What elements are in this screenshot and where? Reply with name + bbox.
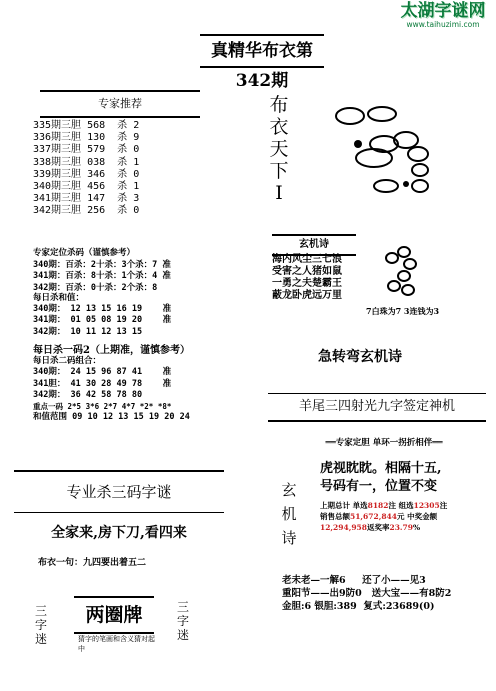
expert-header: 专家推荐: [40, 90, 200, 118]
poem-line: 一勇之夫楚霸王: [272, 278, 342, 289]
tianxia-vertical: [266, 94, 292, 204]
expert-row: 340期三胆 456 杀 1: [33, 181, 140, 193]
riddle-left-vertical: [34, 604, 48, 646]
riddle-hint: 猜字的笔画和含义猜对起中: [78, 635, 155, 653]
logo-url: www.taihuzimi.com: [406, 20, 480, 29]
vert-char: 字: [34, 618, 47, 632]
riddle-brand: 两圈牌: [74, 596, 154, 634]
bottom-line: 重阳节——出9防0 送大宝——有8防2: [282, 588, 452, 599]
vert-char: 三: [176, 600, 189, 614]
poem-line: 蔽龙卧虎远万里: [272, 290, 342, 301]
key-code-line: 重点一码 2*5 3*6 2*7 4*7 *2* *8*: [33, 402, 172, 412]
expert-row: 341期三胆 147 杀 3: [33, 193, 140, 205]
expert-row: 337期三胆 579 杀 0: [33, 144, 140, 156]
poem-body: [272, 254, 362, 302]
fixed-bile-poem-line: 虎视眈眈。相隔十五,: [320, 461, 442, 476]
poem-header: 玄机诗: [272, 234, 356, 256]
logo-text: 太湖字谜网: [400, 1, 486, 21]
bottom-line: 老未老—一解6 还了小——见3: [282, 575, 426, 586]
fixed-bile-poem-line: 号码有一，位置不变: [320, 479, 438, 494]
riddle-header: 专业杀三码字谜: [14, 470, 224, 513]
kill-two-header: 每日杀二码组合：: [33, 356, 102, 367]
tianxia-char: 衣: [269, 116, 289, 138]
sales-stats: [320, 500, 495, 533]
daily-sum-block: [33, 293, 243, 338]
urgent-title: 急转弯玄机诗: [318, 349, 402, 365]
riddle-right-vertical: [176, 600, 190, 642]
expert-row: 342期三胆 256 杀 0: [33, 205, 140, 217]
riddle-main: 全家来,房下刀,看四来: [51, 525, 187, 541]
bottom-line: 金胆:6 银胆:389 复式:23689(0): [282, 601, 435, 612]
tianxia-char: 布: [269, 94, 289, 116]
daily-sum-row: 341期： 01 05 08 19 20 准: [33, 315, 172, 326]
fixed-kill-row: 340期：百杀：2十杀：3个杀：7 准: [33, 259, 171, 270]
daily-sum-row: 342期： 10 11 12 13 15: [33, 326, 143, 337]
coin-chain-drawing: [380, 238, 440, 302]
vert-char: 迷: [176, 628, 189, 642]
kill-one-row: 340期： 24 15 96 87 41 准: [33, 367, 172, 378]
fixed-bile-poem: [320, 460, 490, 496]
vert-char: 三: [34, 604, 47, 618]
expert-row: 336期三胆 130 杀 9: [33, 132, 140, 144]
kill-one-row: 341胆： 41 30 28 49 78 准: [33, 378, 172, 389]
kill-one-header: 每日杀一码2（上期准，谨慎参考）: [33, 345, 190, 356]
fixed-kill-row: 341期：百杀：8十杀：1个杀：4 准: [33, 271, 171, 281]
kill-one-row: 342期： 36 42 58 78 80: [33, 389, 143, 400]
xuanji-vertical: [276, 478, 302, 550]
tianxia-char: 下: [269, 160, 289, 182]
expert-row: 335期三胆 568 杀 2: [33, 120, 140, 131]
tianxia-char: I: [275, 182, 283, 204]
kill-one-block: [33, 345, 243, 423]
expert-row: 338期三胆 038 杀 1: [33, 156, 140, 168]
poem-line: 海内风尘三七浪: [272, 254, 342, 265]
vert-char: 字: [176, 614, 189, 628]
xuanji-char: 机: [281, 505, 297, 523]
sheep-line: 羊尾三四射光九字签定神机: [268, 393, 486, 422]
bottom-block: [282, 574, 492, 613]
xuanji-char: 诗: [281, 529, 297, 547]
sum-range-line: 和值范围 09 10 12 13 15 19 20 24: [33, 412, 190, 423]
poem-line: 受害之人猪如鼠: [272, 266, 342, 277]
stats-row: 12,294,958返奖率23.79%: [320, 523, 421, 532]
expert-rows: [33, 120, 223, 218]
daily-sum-row: 340期： 12 13 15 16 19 准: [33, 304, 172, 315]
site-logo[interactable]: [392, 2, 494, 32]
riddle-line: 布衣一句：九四要出着五二: [38, 558, 147, 568]
fixed-bile-header: ══专家定胆 单环一拐折相伴══: [325, 438, 443, 448]
vert-char: 迷: [34, 632, 47, 646]
daily-sum-header: 每日杀和值：: [33, 293, 85, 303]
stats-row: 上期总计 单选8182注 组选12305注: [320, 501, 448, 510]
picture-puzzle-drawing: [300, 96, 470, 226]
tianxia-char: 天: [269, 138, 289, 160]
fixed-kill-row: 342期：百杀：0十杀：2个杀：8: [33, 282, 158, 293]
fixed-kill-block: [33, 248, 243, 294]
poem-caption: 7白珠为7 3连钱为3: [366, 306, 440, 316]
stats-row: 销售总额51,672,844元 中奖金额: [320, 512, 438, 521]
xuanji-char: 玄: [281, 481, 297, 499]
page-title: 真精华布衣第342期: [200, 34, 324, 68]
expert-row: 339期三胆 346 杀 0: [33, 168, 140, 180]
fixed-kill-header: 专家定位杀码（谨慎参考）: [33, 248, 136, 258]
